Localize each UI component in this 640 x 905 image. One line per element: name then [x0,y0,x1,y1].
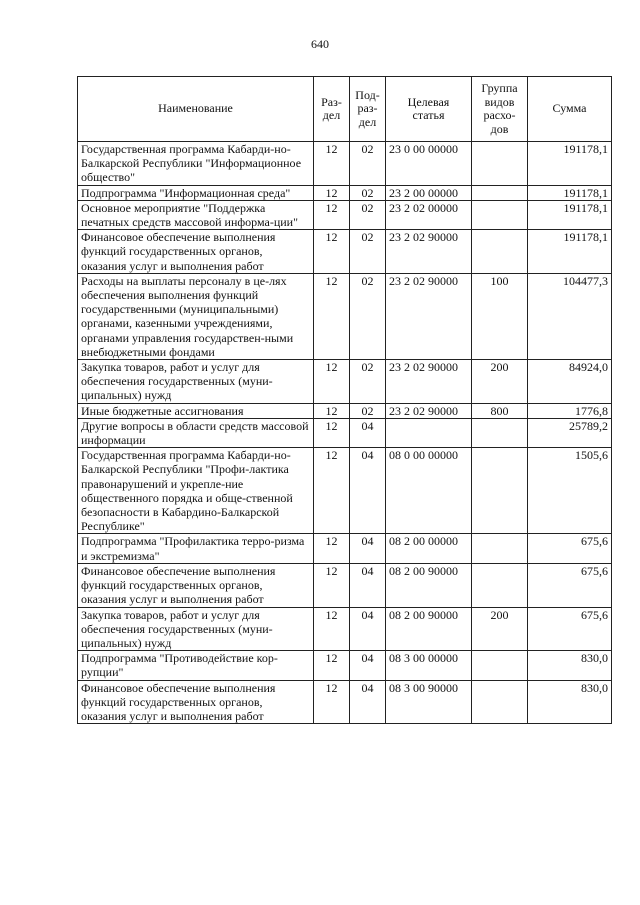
row-amount-cell: 830,0 [528,651,612,680]
row-target-cell: 23 2 02 90000 [386,230,472,274]
row-target-cell: 23 2 02 00000 [386,200,472,229]
row-subsection-cell: 02 [350,185,386,200]
table-row [78,563,612,607]
header-target: Целевая статья [386,77,472,142]
row-section-cell: 12 [314,185,350,200]
table-row [78,680,612,724]
table-row [78,651,612,680]
row-target-cell: 08 3 00 00000 [386,651,472,680]
row-group-cell [472,448,528,534]
row-target-cell [386,418,472,447]
row-group-cell: 200 [472,360,528,404]
row-subsection-cell: 02 [350,360,386,404]
row-subsection-cell: 02 [350,230,386,274]
page-number: 640 [311,37,329,51]
header-expense-group: Группа видов расхо- дов [472,77,528,142]
table-row [78,360,612,404]
row-section-cell: 12 [314,200,350,229]
row-subsection-cell: 04 [350,651,386,680]
table-row [78,230,612,274]
row-amount-cell: 675,6 [528,607,612,651]
table-row [78,607,612,651]
row-group-cell: 200 [472,607,528,651]
row-section-cell: 12 [314,230,350,274]
row-amount-cell: 675,6 [528,534,612,563]
row-amount-cell: 675,6 [528,563,612,607]
table-row [78,403,612,418]
row-name-cell: Финансовое обеспечение выполнения функций государственных органов, оказания услуг и выполнения работ [78,680,314,724]
row-amount-cell: 1505,6 [528,448,612,534]
row-amount-cell: 191178,1 [528,185,612,200]
row-target-cell: 08 0 00 00000 [386,448,472,534]
table-row [78,273,612,359]
row-subsection-cell: 04 [350,448,386,534]
row-target-cell: 08 2 00 00000 [386,534,472,563]
row-name-cell: Государственная программа Кабарди-но-Балкарской Республики "Информационное общество" [78,142,314,186]
row-subsection-cell: 02 [350,142,386,186]
row-target-cell: 08 3 00 90000 [386,680,472,724]
row-target-cell: 23 0 00 00000 [386,142,472,186]
row-group-cell [472,563,528,607]
row-name-cell: Государственная программа Кабарди-но-Балкарской Республики "Профи-лактика правонарушений и укрепле-ние общественного порядка и обще-ственной безопасности в Кабардино-Балкарской Республике" [78,448,314,534]
table-row [78,185,612,200]
row-subsection-cell: 02 [350,403,386,418]
row-subsection-cell: 04 [350,418,386,447]
table-row [78,448,612,534]
row-name-cell: Финансовое обеспечение выполнения функций государственных органов, оказания услуг и выполнения работ [78,230,314,274]
row-group-cell [472,200,528,229]
row-name-cell: Закупка товаров, работ и услуг для обеспечения государственных (муни-ципальных) нужд [78,607,314,651]
table-row [78,200,612,229]
row-amount-cell: 191178,1 [528,142,612,186]
row-section-cell: 12 [314,680,350,724]
row-group-cell [472,651,528,680]
table-row [78,418,612,447]
table-body [78,142,612,724]
row-group-cell: 800 [472,403,528,418]
row-target-cell: 23 2 02 90000 [386,273,472,359]
row-amount-cell: 830,0 [528,680,612,724]
budget-table [77,76,612,724]
header-name: Наименование [78,77,314,142]
header-subsection: Под- раз- дел [350,77,386,142]
row-subsection-cell: 04 [350,607,386,651]
row-group-cell [472,230,528,274]
row-target-cell: 23 2 02 90000 [386,360,472,404]
row-target-cell: 08 2 00 90000 [386,607,472,651]
row-target-cell: 23 2 02 90000 [386,403,472,418]
row-section-cell: 12 [314,651,350,680]
row-group-cell: 100 [472,273,528,359]
row-amount-cell: 84924,0 [528,360,612,404]
row-name-cell: Расходы на выплаты персоналу в це-лях обеспечения выполнения функций государственными (муниципальными) органами, казенными учреждениями, органами управления государствен-ными внебюджетными фондами [78,273,314,359]
row-section-cell: 12 [314,403,350,418]
row-group-cell [472,185,528,200]
row-section-cell: 12 [314,360,350,404]
row-name-cell: Подпрограмма "Информационная среда" [78,185,314,200]
row-group-cell [472,418,528,447]
table-row [78,534,612,563]
row-group-cell [472,534,528,563]
header-amount: Сумма [528,77,612,142]
row-name-cell: Закупка товаров, работ и услуг для обеспечения государственных (муни-ципальных) нужд [78,360,314,404]
row-name-cell: Иные бюджетные ассигнования [78,403,314,418]
row-subsection-cell: 02 [350,200,386,229]
row-amount-cell: 191178,1 [528,230,612,274]
row-amount-cell: 1776,8 [528,403,612,418]
row-amount-cell: 104477,3 [528,273,612,359]
row-section-cell: 12 [314,607,350,651]
row-section-cell: 12 [314,448,350,534]
row-section-cell: 12 [314,534,350,563]
table-header-row [78,77,612,142]
row-subsection-cell: 04 [350,680,386,724]
row-amount-cell: 25789,2 [528,418,612,447]
row-target-cell: 08 2 00 90000 [386,563,472,607]
header-section: Раз- дел [314,77,350,142]
row-section-cell: 12 [314,273,350,359]
row-name-cell: Подпрограмма "Противодействие кор-рупции" [78,651,314,680]
row-name-cell: Финансовое обеспечение выполнения функций государственных органов, оказания услуг и выполнения работ [78,563,314,607]
table-row [78,142,612,186]
row-group-cell [472,680,528,724]
row-subsection-cell: 02 [350,273,386,359]
row-name-cell: Другие вопросы в области средств массовой информации [78,418,314,447]
row-target-cell: 23 2 00 00000 [386,185,472,200]
row-name-cell: Подпрограмма "Профилактика терро-ризма и экстремизма" [78,534,314,563]
row-amount-cell: 191178,1 [528,200,612,229]
row-subsection-cell: 04 [350,534,386,563]
row-name-cell: Основное мероприятие "Поддержка печатных средств массовой информа-ции" [78,200,314,229]
row-group-cell [472,142,528,186]
row-subsection-cell: 04 [350,563,386,607]
row-section-cell: 12 [314,142,350,186]
row-section-cell: 12 [314,563,350,607]
row-section-cell: 12 [314,418,350,447]
